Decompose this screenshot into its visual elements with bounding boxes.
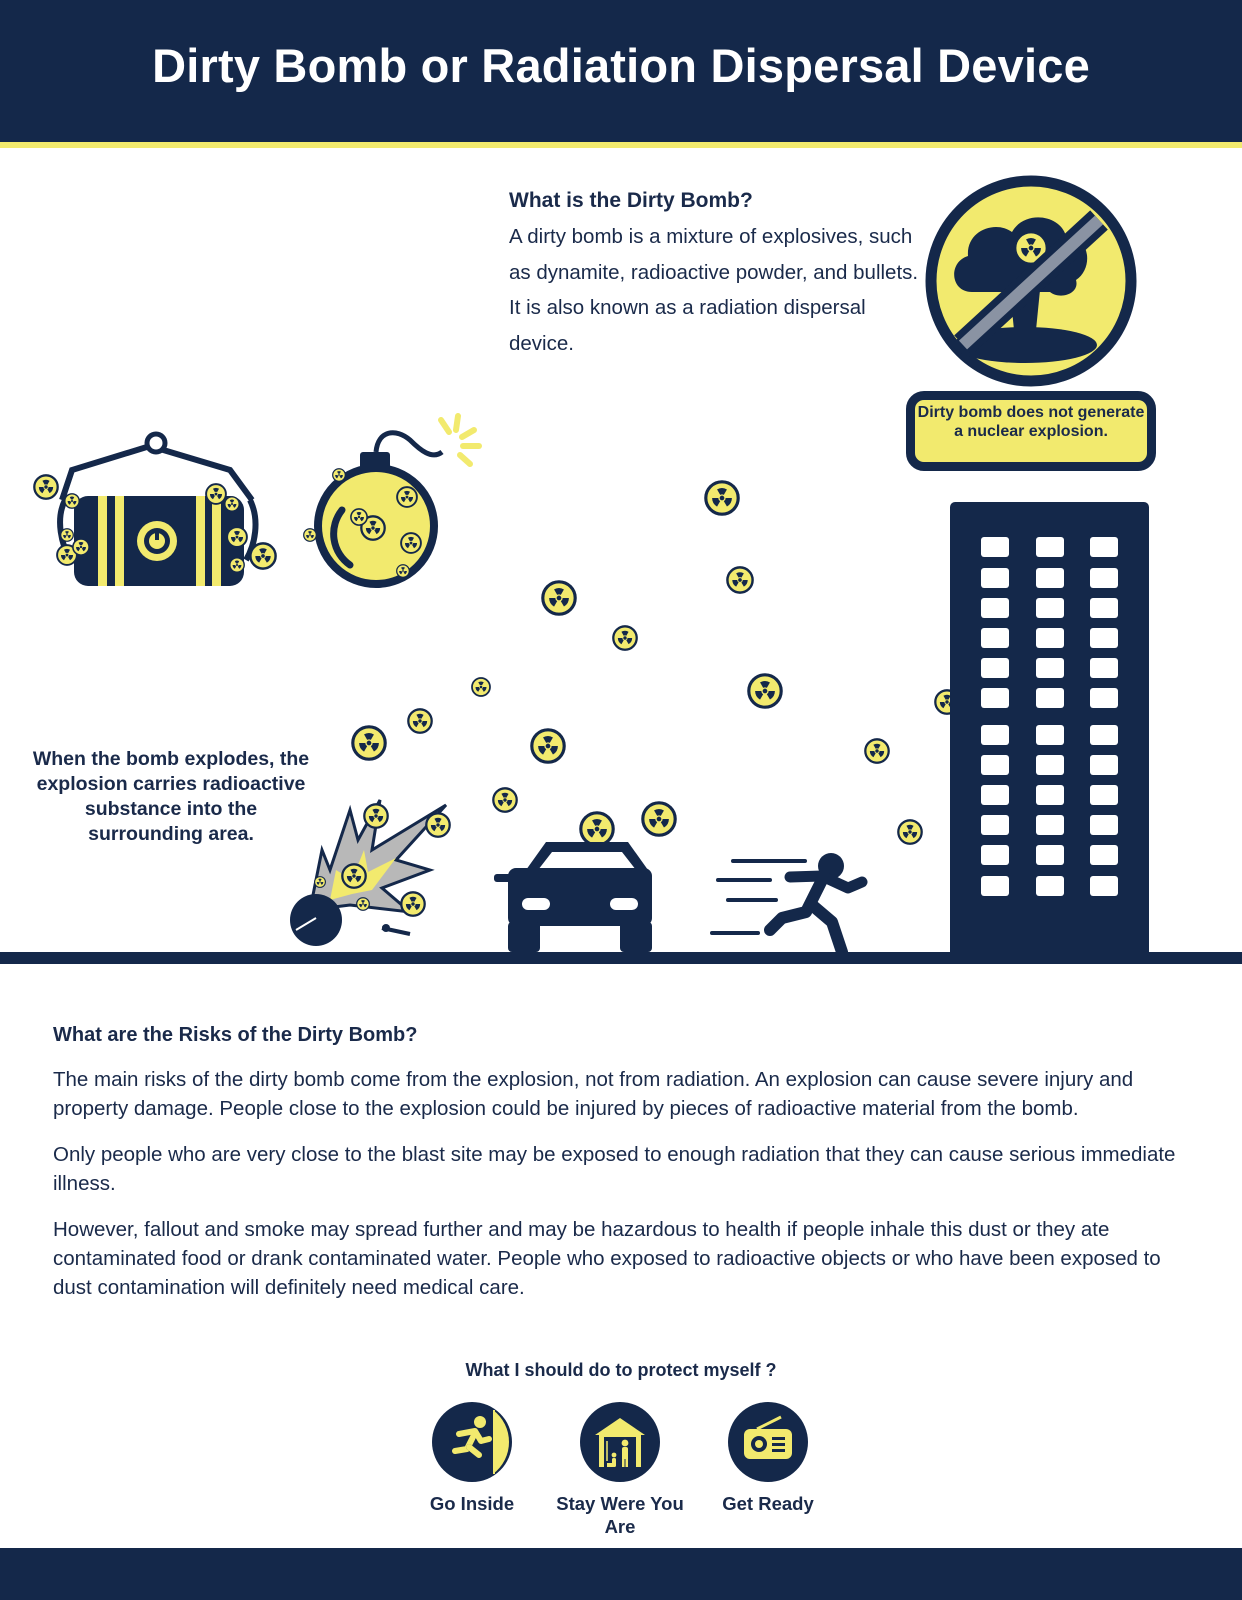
action-label: Get Ready	[722, 1493, 814, 1514]
building-icon	[950, 502, 1149, 957]
action-label: Go Inside	[429, 1493, 515, 1514]
ground-line	[0, 952, 1242, 964]
risks-paragraph: However, fallout and smoke may spread further and may be hazardous to health if people inhale this dust or they ate contaminated food or drank contaminated water. People who exposed to radioactive objects or who have been exposed to dust contamination will definitely need medical care.	[53, 1218, 1161, 1299]
action-go-inside	[397, 1401, 547, 1515]
radiation-particles	[353, 482, 959, 845]
shelter-family-icon	[579, 1401, 661, 1483]
dynamite-icon	[34, 434, 275, 586]
nuclear-note-callout: Dirty bomb does not generate a nuclear explosion.	[906, 391, 1156, 471]
no-nuclear-explosion-icon	[931, 181, 1131, 381]
car-icon	[494, 842, 652, 952]
bomb-icon	[304, 416, 479, 584]
running-person-icon	[712, 853, 862, 952]
action-label: Stay Were You Are	[556, 1493, 684, 1537]
what-is-section	[509, 189, 929, 361]
explosion-note: When the bomb explodes, the explosion carries radioactive substance into the surrounding area.	[32, 748, 310, 845]
what-is-heading: What is the Dirty Bomb?	[509, 189, 753, 212]
protect-title: What I should do to protect myself ?	[465, 1360, 777, 1380]
risks-section	[53, 1024, 1203, 1319]
action-get-ready	[693, 1401, 843, 1515]
page-title: Dirty Bomb or Radiation Dispersal Device	[152, 39, 1090, 92]
running-person-icon	[431, 1401, 513, 1483]
what-is-body: A dirty bomb is a mixture of explosives, such as dynamite, radioactive powder, and bullets. It is also known as a radiation dispersal device.	[509, 225, 919, 355]
footer-bar	[0, 1548, 1242, 1600]
risks-heading: What are the Risks of the Dirty Bomb?	[53, 1024, 418, 1046]
risks-paragraph: The main risks of the dirty bomb come from the explosion, not from radiation. An explosion can cause severe injury and property damage. People close to the explosion could be injured by pieces of radioactive material from the bomb.	[53, 1068, 1134, 1120]
risks-paragraph: Only people who are very close to the blast site may be exposed to enough radiation that they can cause serious immediate illness.	[53, 1143, 1176, 1195]
action-stay-where-you-are	[545, 1401, 695, 1538]
radio-icon	[727, 1401, 809, 1483]
header-banner	[0, 0, 1242, 148]
